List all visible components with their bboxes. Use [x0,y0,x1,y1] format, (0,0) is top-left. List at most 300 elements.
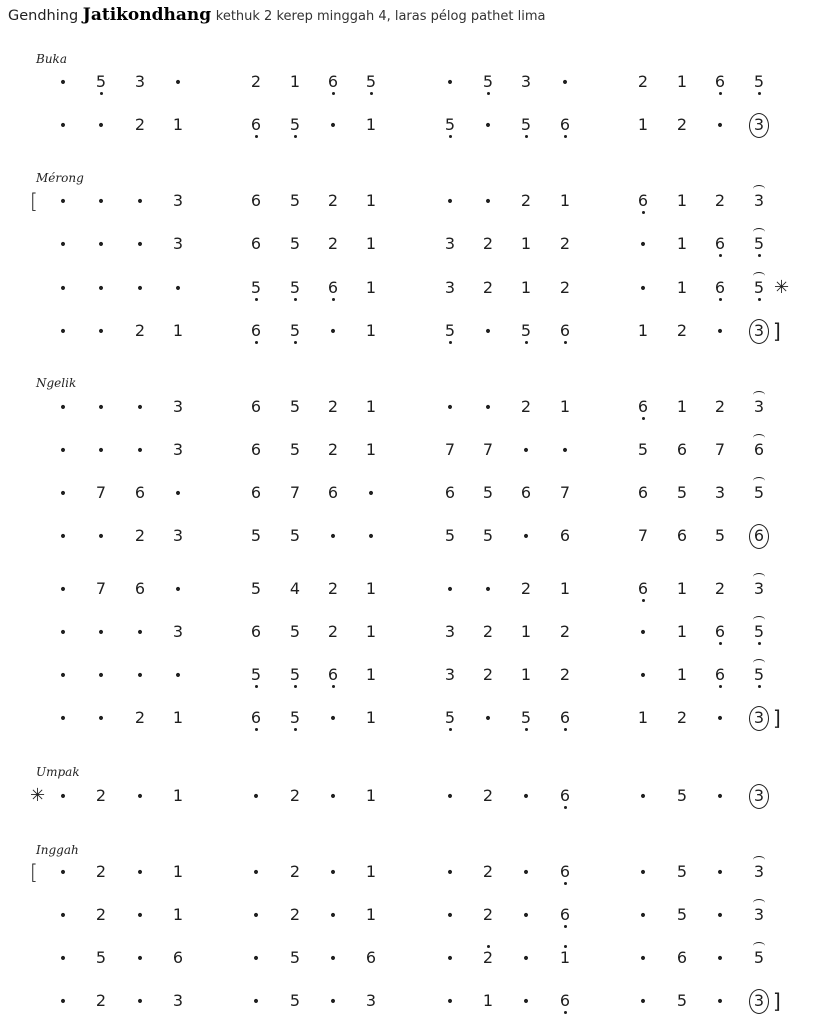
note-cell [48,857,78,887]
note-value: • [445,194,455,210]
note-cell [705,660,735,690]
note-cell [667,186,697,216]
note-cell [125,478,155,508]
notation-row [0,316,814,346]
note-value: 3 [172,991,184,1010]
note-cell [705,110,735,140]
note-value: • [328,711,338,727]
note-cell [744,435,774,465]
note-value: • [96,443,106,459]
note-value: 5 [289,526,301,545]
note-value: 5 [289,948,301,967]
note-value: 1 [520,665,532,684]
note-cell [163,186,193,216]
note-cell [86,110,116,140]
note-value: • [96,324,106,340]
note-value: • [521,865,531,881]
note-cell [356,478,386,508]
note-value: 6 [714,665,726,684]
note-value: 6 [559,905,571,924]
note-value: 1 [365,579,377,598]
note-value: • [135,400,145,416]
note-cell [550,229,580,259]
page-title [8,5,545,25]
note-value: 2 [714,579,726,598]
note-value: • [715,951,725,967]
note-cell [435,435,465,465]
note-value: • [715,994,725,1010]
note-value: 6 [250,321,262,340]
note-value: • [58,237,68,253]
note-value: 5 [289,115,301,134]
note-cell [473,660,503,690]
note-cell [628,617,658,647]
note-value: • [58,443,68,459]
note-value: 1 [365,622,377,641]
repeat-close-bracket: ] [773,706,781,730]
note-value: 5 [444,708,456,727]
note-value: 2 [327,397,339,416]
note-cell [744,703,774,733]
note-cell [473,521,503,551]
note-cell [318,392,348,422]
note-cell [705,273,735,303]
note-value: 7 [482,440,494,459]
note-cell [435,392,465,422]
note-cell [163,574,193,604]
note-cell [667,521,697,551]
note-cell [86,521,116,551]
note-value: • [58,281,68,297]
note-value: • [483,711,493,727]
note-value: 1 [365,708,377,727]
note-value: 5 [753,622,765,641]
note-cell [280,110,310,140]
note-cell [667,900,697,930]
note-cell [280,316,310,346]
note-value: • [58,529,68,545]
note-value: • [251,951,261,967]
note-cell [280,617,310,647]
note-cell [241,435,271,465]
note-cell [667,703,697,733]
note-cell [744,900,774,930]
note-cell [744,660,774,690]
note-value: 1 [676,234,688,253]
note-value: 6 [676,948,688,967]
note-cell [511,617,541,647]
note-cell [511,186,541,216]
note-cell [48,229,78,259]
note-cell [280,521,310,551]
note-cell [163,660,193,690]
note-cell [125,574,155,604]
note-value: 3 [753,191,765,210]
note-value: • [521,443,531,459]
note-cell [163,110,193,140]
note-value: • [173,668,183,684]
note-value: • [521,789,531,805]
note-cell [473,478,503,508]
note-cell [163,316,193,346]
note-value: • [483,194,493,210]
note-value: 5 [482,526,494,545]
note-cell [280,574,310,604]
notation-row [0,617,814,647]
note-value: • [328,529,338,545]
note-value: 6 [637,579,649,598]
note-value: • [521,908,531,924]
note-value: 6 [327,72,339,91]
note-value: 1 [365,115,377,134]
note-value: 2 [482,278,494,297]
note-cell [86,435,116,465]
note-cell [163,617,193,647]
note-cell [550,574,580,604]
note-value: 6 [559,526,571,545]
note-cell [125,660,155,690]
note-value: • [58,908,68,924]
note-cell [744,478,774,508]
note-value: 6 [559,708,571,727]
note-cell [705,521,735,551]
note-value: 2 [520,579,532,598]
note-cell [280,986,310,1016]
note-cell [744,781,774,811]
note-cell [356,110,386,140]
note-value: 7 [444,440,456,459]
note-cell [511,900,541,930]
note-cell [550,273,580,303]
note-cell [435,67,465,97]
note-value: • [521,951,531,967]
note-value: • [715,908,725,924]
note-cell [667,574,697,604]
note-cell [705,435,735,465]
note-cell [511,229,541,259]
note-cell [550,435,580,465]
note-cell [86,67,116,97]
note-cell [48,435,78,465]
note-cell [473,392,503,422]
note-cell [86,574,116,604]
note-cell [318,110,348,140]
note-value: 5 [289,191,301,210]
note-value: • [96,711,106,727]
note-value: • [445,994,455,1010]
note-value: 5 [520,708,532,727]
note-value: 2 [482,786,494,805]
note-value: • [521,994,531,1010]
note-value: 2 [482,862,494,881]
note-cell [125,67,155,97]
note-value: • [96,194,106,210]
note-value: 3 [753,786,765,805]
note-cell [241,574,271,604]
note-cell [241,229,271,259]
note-value: 2 [95,786,107,805]
title-prefix: Gendhing [8,8,79,24]
note-value: • [58,75,68,91]
note-cell [125,110,155,140]
note-value: 2 [289,862,301,881]
note-cell [163,703,193,733]
note-cell [86,273,116,303]
note-value: 3 [172,234,184,253]
note-value: 6 [753,526,765,545]
note-value: 5 [365,72,377,91]
note-value: 2 [482,234,494,253]
note-value: 5 [520,321,532,340]
note-cell [511,660,541,690]
note-cell [125,943,155,973]
note-cell [241,617,271,647]
note-value: 3 [753,397,765,416]
note-value: 1 [172,905,184,924]
note-cell [744,110,774,140]
note-cell [356,229,386,259]
repeat-close-bracket: ] [773,319,781,343]
note-value: 1 [482,991,494,1010]
note-value: 6 [444,483,456,502]
note-value: 3 [753,708,765,727]
note-value: 1 [365,234,377,253]
note-value: 3 [444,234,456,253]
note-cell [667,660,697,690]
note-value: 5 [753,278,765,297]
note-cell [280,857,310,887]
note-cell [125,186,155,216]
note-value: 1 [520,622,532,641]
note-value: 1 [676,72,688,91]
note-value: • [96,668,106,684]
note-cell [473,857,503,887]
note-value: 3 [753,991,765,1010]
section-label: Buka [36,52,67,66]
note-value: • [135,668,145,684]
note-cell [473,781,503,811]
note-value: 1 [559,397,571,416]
note-value: 6 [637,397,649,416]
note-value: 1 [365,862,377,881]
note-value: 2 [559,234,571,253]
note-value: 7 [95,483,107,502]
note-value: 5 [250,278,262,297]
note-value: • [58,668,68,684]
notation-row [0,392,814,422]
note-value: 1 [559,579,571,598]
note-value: 6 [714,622,726,641]
note-cell [667,986,697,1016]
note-value: 6 [365,948,377,967]
star-marker-icon: ✳ [774,277,790,298]
notation-row [0,478,814,508]
note-cell [473,186,503,216]
note-value: 6 [250,115,262,134]
note-cell [435,617,465,647]
note-value: • [96,237,106,253]
note-cell [435,781,465,811]
note-value: • [135,951,145,967]
note-value: 1 [365,786,377,805]
note-value: 1 [172,115,184,134]
note-value: 5 [482,483,494,502]
note-cell [667,943,697,973]
note-cell [511,703,541,733]
note-value: • [135,237,145,253]
note-value: • [366,486,376,502]
repeat-close-bracket: ] [773,989,781,1013]
note-cell [628,478,658,508]
note-value: 2 [134,708,146,727]
note-cell [356,781,386,811]
note-cell [125,617,155,647]
notation-row [0,521,814,551]
note-cell [125,857,155,887]
note-cell [435,521,465,551]
note-cell [511,478,541,508]
note-value: 2 [559,622,571,641]
note-cell [435,660,465,690]
note-value: 1 [172,862,184,881]
note-value: 6 [327,278,339,297]
note-cell [280,273,310,303]
note-cell [48,900,78,930]
note-value: 6 [559,862,571,881]
notation-row [0,574,814,604]
note-value: 1 [676,191,688,210]
note-cell [163,392,193,422]
note-value: • [521,529,531,545]
note-value: • [173,75,183,91]
note-cell [356,857,386,887]
note-value: 2 [327,579,339,598]
note-value: 6 [714,234,726,253]
note-value: • [445,865,455,881]
note-cell [86,186,116,216]
note-value: 5 [753,234,765,253]
note-value: • [715,865,725,881]
notation-row [0,435,814,465]
note-value: • [135,994,145,1010]
note-cell [705,229,735,259]
note-cell [667,392,697,422]
note-cell [163,900,193,930]
note-cell [435,900,465,930]
note-value: 2 [250,72,262,91]
note-value: • [135,908,145,924]
note-value: • [58,789,68,805]
note-cell [628,986,658,1016]
note-value: 2 [134,321,146,340]
note-cell [628,392,658,422]
note-cell [705,943,735,973]
note-cell [473,703,503,733]
note-value: 1 [365,321,377,340]
note-cell [241,186,271,216]
note-cell [744,617,774,647]
note-value: 6 [327,665,339,684]
notation-row [0,67,814,97]
note-cell [125,229,155,259]
note-cell [744,574,774,604]
note-cell [48,781,78,811]
note-cell [628,521,658,551]
note-value: 3 [172,397,184,416]
note-value: 6 [250,708,262,727]
note-value: 5 [289,440,301,459]
note-cell [241,67,271,97]
note-cell [705,574,735,604]
note-cell [356,67,386,97]
note-cell [86,316,116,346]
note-value: • [366,529,376,545]
note-cell [667,781,697,811]
note-cell [744,521,774,551]
notation-row [0,900,814,930]
note-cell [628,943,658,973]
note-cell [48,943,78,973]
note-cell [163,943,193,973]
note-value: 4 [289,579,301,598]
note-cell [318,478,348,508]
note-value: • [483,324,493,340]
note-value: 6 [134,579,146,598]
note-value: • [96,118,106,134]
note-value: • [638,237,648,253]
note-cell [86,900,116,930]
note-cell [125,435,155,465]
note-value: 5 [289,278,301,297]
note-cell [48,392,78,422]
note-cell [511,316,541,346]
note-cell [473,316,503,346]
note-cell [280,435,310,465]
note-cell [550,703,580,733]
note-value: • [96,400,106,416]
note-value: 1 [365,278,377,297]
note-value: 7 [559,483,571,502]
note-cell [435,857,465,887]
note-cell [48,574,78,604]
note-cell [86,478,116,508]
note-value: • [58,400,68,416]
note-cell [125,781,155,811]
note-cell [550,943,580,973]
note-cell [550,110,580,140]
note-value: • [638,789,648,805]
note-value: 5 [289,321,301,340]
note-cell [163,857,193,887]
note-value: • [135,789,145,805]
note-cell [356,392,386,422]
note-cell [280,900,310,930]
note-value: 3 [172,191,184,210]
note-value: 1 [520,278,532,297]
note-cell [435,574,465,604]
note-value: 5 [676,786,688,805]
note-cell [667,478,697,508]
note-value: 3 [753,905,765,924]
note-value: 7 [714,440,726,459]
note-cell [744,857,774,887]
note-value: 1 [365,397,377,416]
note-value: • [715,789,725,805]
note-value: 3 [444,622,456,641]
note-value: 1 [676,665,688,684]
note-value: 2 [559,665,571,684]
note-cell [86,703,116,733]
